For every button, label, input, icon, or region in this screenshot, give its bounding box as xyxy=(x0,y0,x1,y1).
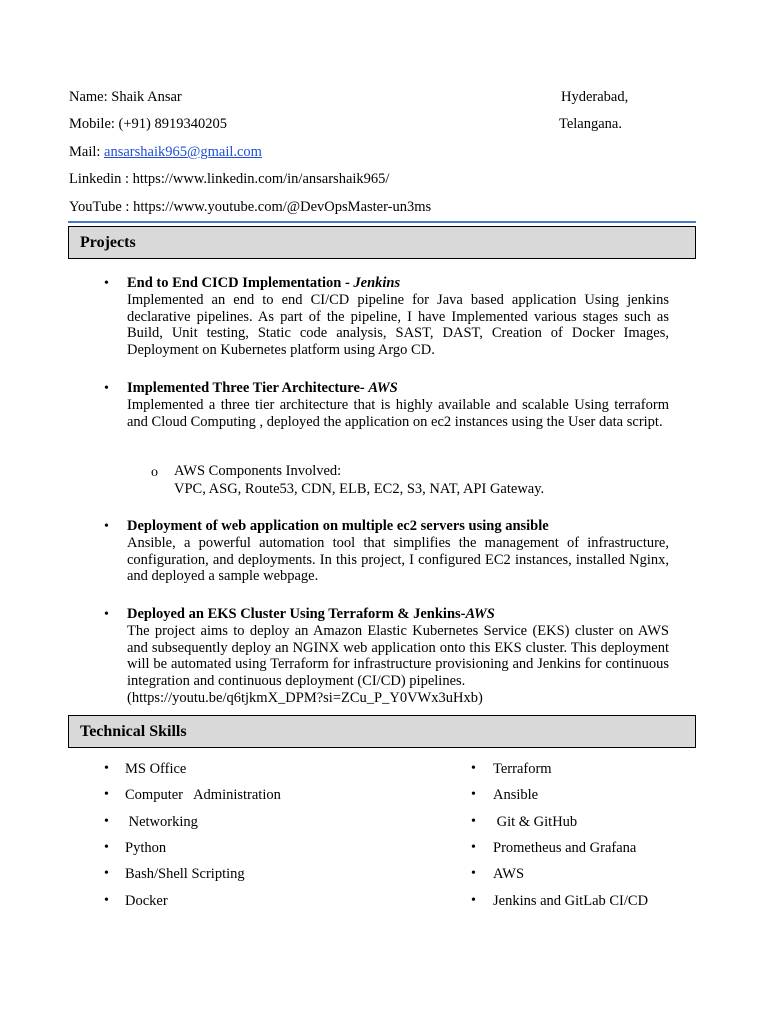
circle-bullet-icon: o xyxy=(151,465,158,480)
aws-components-heading: AWS Components Involved: xyxy=(174,463,342,479)
skill-item: Prometheus and Grafana xyxy=(493,840,637,856)
bullet-icon: • xyxy=(104,607,109,622)
header-divider xyxy=(68,221,696,223)
email-link[interactable]: ansarshaik965@gmail.com xyxy=(104,144,262,160)
linkedin-line[interactable]: Linkedin : https://www.linkedin.com/in/ansarshaik965/ xyxy=(69,171,390,187)
project-item xyxy=(127,518,669,585)
bullet-icon: • xyxy=(471,866,476,881)
mail-line xyxy=(69,143,262,161)
bullet-icon: • xyxy=(471,761,476,776)
bullet-icon: • xyxy=(104,276,109,291)
project-title: Deployment of web application on multiple ec2 servers using ansible xyxy=(127,518,549,534)
project-title: Deployed an EKS Cluster Using Terraform & Jenkins-AWS xyxy=(127,606,495,622)
bullet-icon: • xyxy=(471,814,476,829)
project-item xyxy=(127,380,669,430)
bullet-icon: • xyxy=(104,381,109,396)
bullet-icon: • xyxy=(104,761,109,776)
project-description: Ansible, a powerful automation tool that simplifies the management of infrastructure, configuration, and deployments. In this project, I configured EC2 instances, installed Nginx, and deployed a sample webpage. xyxy=(127,534,669,585)
skill-item: Docker xyxy=(125,893,168,909)
bullet-icon: • xyxy=(104,866,109,881)
skill-item: AWS xyxy=(493,866,525,882)
bullet-icon: • xyxy=(471,893,476,908)
skill-item: Bash/Shell Scripting xyxy=(125,866,245,882)
skills-heading: Technical Skills xyxy=(68,715,696,748)
project-title: End to End CICD Implementation - Jenkins xyxy=(127,275,401,291)
project-item xyxy=(127,606,669,707)
bullet-icon: • xyxy=(104,893,109,908)
bullet-icon: • xyxy=(471,840,476,855)
state: Telangana. xyxy=(559,116,622,132)
skill-item: Git & GitHub xyxy=(493,814,578,830)
project-title: Implemented Three Tier Architecture- AWS xyxy=(127,380,398,396)
bullet-icon: • xyxy=(104,814,109,829)
bullet-icon: • xyxy=(104,840,109,855)
mail-label: Mail: xyxy=(69,144,105,160)
skill-item: Ansible xyxy=(493,787,539,803)
mobile-line: Mobile: (+91) 8919340205 xyxy=(69,116,227,132)
aws-components-list: VPC, ASG, Route53, CDN, ELB, EC2, S3, NAT, API Gateway. xyxy=(174,481,545,497)
skill-item: Networking xyxy=(125,814,198,830)
projects-heading: Projects xyxy=(68,226,696,259)
skill-item: Jenkins and GitLab CI/CD xyxy=(493,893,649,909)
project-description: Implemented an end to end CI/CD pipeline for Java based application Using jenkins declarative pipelines. As part of the pipeline, I have Implemented various stages such as Build, Unit testing, Static code analysis, SAST, DAST, Creation of Docker Images, Deployment on Kubernetes platform using Argo CD. xyxy=(127,291,669,359)
project-description: The project aims to deploy an Amazon Elastic Kubernetes Service (EKS) cluster on AWS and subsequently deploy an NGINX web application onto this EKS cluster. This deployment will be automated using Terraform for infrastructure provisioning and Jenkins for continuous integration and continuous deployment (CI/CD) pipelines. xyxy=(127,622,669,690)
skill-item: MS Office xyxy=(125,761,187,777)
skill-item: Terraform xyxy=(493,761,552,777)
bullet-icon: • xyxy=(104,787,109,802)
youtube-line[interactable]: YouTube : https://www.youtube.com/@DevOpsMaster-un3ms xyxy=(69,199,432,215)
project-video-link[interactable]: (https://youtu.be/q6tjkmX_DPM?si=ZCu_P_Y0VWx3uHxb) xyxy=(127,689,483,706)
bullet-icon: • xyxy=(471,787,476,802)
name-line: Name: Shaik Ansar xyxy=(69,89,182,105)
project-description: Implemented a three tier architecture that is highly available and scalable Using terraform and Cloud Computing , deployed the application on ec2 instances using the User data script. xyxy=(127,396,669,430)
skill-item: Python xyxy=(125,840,167,856)
city: Hyderabad, xyxy=(561,89,629,105)
bullet-icon: • xyxy=(104,519,109,534)
project-item xyxy=(127,275,669,359)
skill-item: Computer Administration xyxy=(125,787,281,803)
